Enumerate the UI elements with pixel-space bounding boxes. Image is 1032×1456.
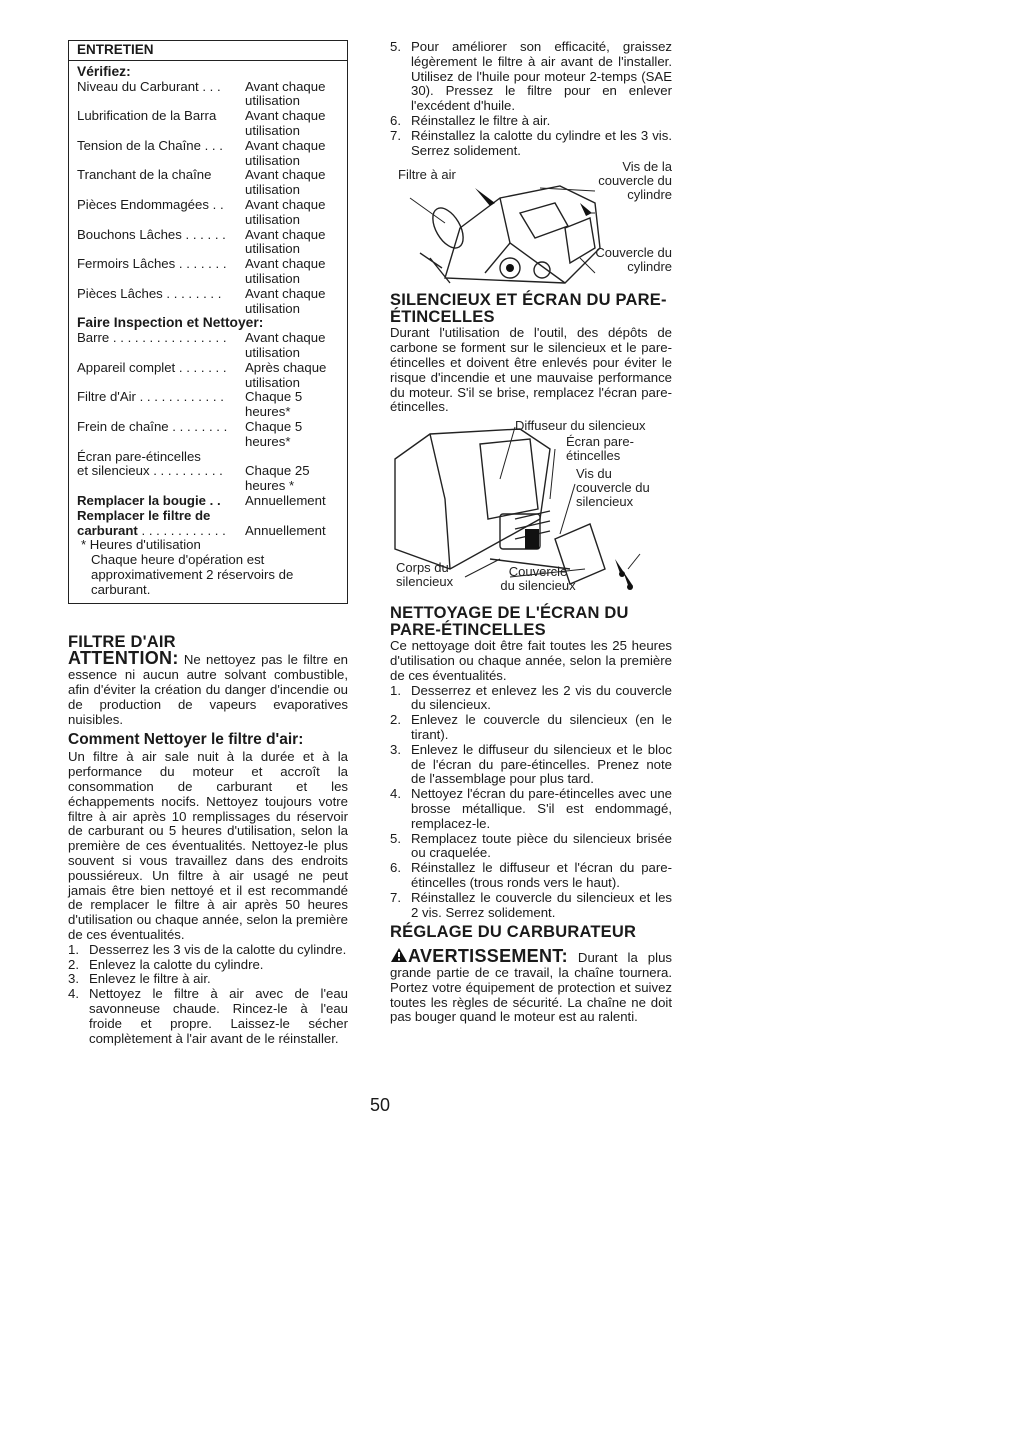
- schedule-row: [77, 257, 339, 272]
- list-item: [390, 114, 672, 129]
- label-muffler-body: Corps du silencieux: [396, 560, 454, 590]
- list-item-text: Enlevez le couvercle du silencieux (en le tirant).: [411, 712, 672, 742]
- schedule-item-value: Avant chaque: [245, 108, 326, 124]
- attention-label: ATTENTION:: [68, 648, 179, 669]
- schedule-item-value-cont: utilisation: [245, 300, 300, 316]
- schedule-item-label: Bouchons Lâches . . . . . .: [77, 227, 226, 242]
- plug-value: Annuellement: [245, 492, 326, 508]
- plug-row: [77, 494, 339, 509]
- footnote-2: Chaque heure d'opération est approximativement 2 réservoirs de carburant.: [91, 552, 294, 597]
- schedule-item-label: Barre . . . . . . . . . . . . . . . .: [77, 331, 227, 346]
- list-item: [390, 743, 672, 787]
- schedule-item-value-cont: utilisation: [245, 344, 300, 360]
- screen-cleaning-intro: Ce nettoyage doit être fait toutes les 25 heures d'utilisation ou chaque année, selon la première de ces éventualités.: [390, 638, 672, 683]
- list-item-text: Nettoyez le filtre à air avec de l'eau savonneuse chaude. Rincez-le à l'eau froide et propre. Laissez-le sécher complètement à l'air avant de le réinstaller.: [89, 986, 348, 1046]
- list-item: [390, 713, 672, 743]
- list-item: [390, 684, 672, 714]
- list-item-number: 4.: [390, 786, 401, 802]
- list-item-number: 2.: [390, 712, 401, 728]
- list-item-text: Réinstallez le diffuseur et l'écran du pare-étincelles (trous ronds vers le haut).: [411, 860, 672, 890]
- warning-label: AVERTISSEMENT:: [408, 946, 568, 967]
- list-item: [390, 787, 672, 831]
- maintenance-title: ENTRETIEN: [69, 41, 347, 61]
- attention-text: Ne nettoyez pas le filtre en essence ni aucun autre solvant combustible, afin d'éviter la création du danger d'incendie ou de production de vapeurs evaporatives nuisibles.: [68, 652, 348, 727]
- schedule-item-value-cont: utilisation: [245, 241, 300, 257]
- label-muffler-screws: Vis du couvercle du silencieux: [576, 466, 650, 510]
- schedule-item-value: Après chaque: [245, 359, 327, 375]
- screen-value-2: heures *: [245, 478, 295, 494]
- list-item-text: Enlevez le filtre à air.: [89, 971, 211, 987]
- list-item-text: Enlevez le diffuseur du silencieux et le bloc de l'écran du pare-étincelles. Prenez note de l'assemblage pour plus tard.: [411, 741, 672, 787]
- list-item-text: Réinstallez le couvercle du silencieux et les 2 vis. Serrez solidement.: [411, 889, 672, 920]
- schedule-item-value-cont: utilisation: [245, 93, 300, 109]
- schedule-item-value-cont: utilisation: [245, 374, 300, 390]
- label-spark-screen: Écran pare-étincelles: [566, 434, 634, 464]
- screen-value: Chaque 25: [245, 463, 310, 479]
- list-item: [390, 861, 672, 891]
- schedule-item-label: Pièces Lâches . . . . . . . .: [77, 286, 222, 301]
- schedule-row: [77, 361, 339, 376]
- label-muffler-cover: Couvercle du silencieux: [500, 564, 576, 594]
- maintenance-body: [69, 61, 347, 604]
- schedule-row: [77, 390, 339, 405]
- list-item-text: Desserrez et enlevez les 2 vis du couvercle du silencieux.: [411, 682, 672, 713]
- list-item-text: Desserrez les 3 vis de la calotte du cylindre.: [89, 941, 347, 957]
- attention-paragraph: [68, 648, 348, 727]
- list-item-text: Enlevez la calotte du cylindre.: [89, 956, 264, 972]
- list-item-number: 4.: [68, 986, 79, 1002]
- left-column: [68, 40, 348, 1046]
- schedule-item-value-cont: utilisation: [245, 182, 300, 198]
- schedule-row: [77, 331, 339, 346]
- maintenance-table: [68, 40, 348, 604]
- air-filter-steps: [68, 943, 348, 1047]
- list-item: [68, 943, 348, 958]
- screen-cleaning-steps: [390, 684, 672, 921]
- list-item-number: 6.: [390, 112, 401, 128]
- list-item-number: 6.: [390, 860, 401, 876]
- schedule-item-label: Frein de chaîne . . . . . . . .: [77, 419, 228, 434]
- label-air-filter: Filtre à air: [398, 167, 456, 183]
- schedule-item-value: Chaque 5: [245, 418, 303, 434]
- schedule-item-label: Pièces Endommagées . .: [77, 197, 224, 212]
- schedule-row: [77, 287, 339, 302]
- schedule-row: [77, 80, 339, 95]
- list-item-text: Nettoyez l'écran du pare-étincelles avec une brosse métallique. S'il est endommagé, remplacez-le.: [411, 786, 672, 831]
- list-item-text: Remplacez toute pièce du silencieux brisée ou craquelée.: [411, 830, 672, 861]
- schedule-item-value: Chaque 5: [245, 389, 303, 405]
- schedule-row: [77, 109, 339, 124]
- schedule-item-label: Appareil complet . . . . . . .: [77, 360, 227, 375]
- filter-row: [77, 524, 339, 539]
- list-item-number: 1.: [390, 682, 401, 698]
- list-item-text: Pour améliorer son efficacité, graissez légèrement le filtre à air avant de l'installer. Utilisez de l'huile pour moteur 2-temps (SAE 30). Pressez le filtre pour en enlever l'excédent d'huile.: [411, 39, 672, 114]
- list-item: [68, 987, 348, 1046]
- list-item-number: 2.: [68, 956, 79, 972]
- schedule-item-value: Avant chaque: [245, 78, 326, 94]
- air-filter-heading: FILTRE D'AIR: [68, 633, 176, 652]
- schedule-item-value-cont: utilisation: [245, 211, 300, 227]
- schedule-item-value: Avant chaque: [245, 196, 326, 212]
- schedule-item-label: Filtre d'Air . . . . . . . . . . . .: [77, 390, 224, 405]
- list-item-number: 5.: [390, 830, 401, 846]
- list-item-number: 7.: [390, 889, 401, 905]
- footnote-1: * Heures d'utilisation: [81, 537, 201, 553]
- list-item-text: Réinstallez le filtre à air.: [411, 112, 551, 128]
- schedule-item-value-cont: utilisation: [245, 122, 300, 138]
- air-filter-body: Un filtre à air sale nuit à la durée et à la performance du moteur et accroît la consommation de carburant et les échappements nocifs. Nettoyez toujours votre filtre à air après 10 remplissages du réservoir de carburant ou 5 heures d'utilisation, selon la première de ces éventualités. Nettoyez-le plus souvent si vous travaillez dans des endroits poussiéreux. Un filtre à air usagé ne peut jamais être bien nettoyé et il est recommandé de remplacer le filtre à air après 50 heures d'utilisation ou chaque année, selon la première de ces éventualités.: [68, 749, 348, 943]
- label-diffuser: Diffuseur du silencieux: [515, 418, 646, 434]
- schedule-item-value-cont: utilisation: [245, 270, 300, 286]
- air-filter-steps-continued: [390, 40, 672, 158]
- list-item: [390, 891, 672, 921]
- label-cylinder-screws: Vis de la couvercle du cylindre: [598, 159, 672, 203]
- muffler-heading: SILENCIEUX ET ÉCRAN DU PARE-ÉTINCELLES: [390, 291, 667, 327]
- schedule-row: [77, 228, 339, 243]
- filter-value: Annuellement: [245, 522, 326, 538]
- plug-label: Remplacer la bougie . .: [77, 493, 221, 508]
- schedule-row: [77, 198, 339, 213]
- schedule-row: [77, 420, 339, 435]
- filter-dots: . . . . . . . . . . . .: [137, 523, 226, 538]
- air-filter-figure: [390, 158, 672, 288]
- list-item-number: 1.: [68, 941, 79, 957]
- schedule-item-value: Avant chaque: [245, 167, 326, 183]
- inspect-rows: [77, 331, 339, 449]
- schedule-item-label: Lubrification de la Barra: [77, 109, 217, 124]
- list-item-text: Réinstallez la calotte du cylindre et les 3 vis. Serrez solidement.: [411, 127, 672, 158]
- list-item: [390, 832, 672, 862]
- schedule-item-value: Avant chaque: [245, 137, 326, 153]
- schedule-item-value-cont: heures*: [245, 404, 291, 420]
- list-item: [390, 129, 672, 159]
- schedule-item-value: Avant chaque: [245, 330, 326, 346]
- list-item: [68, 958, 348, 973]
- schedule-item-label: Tranchant de la chaîne: [77, 168, 212, 183]
- warning-text: Durant la plus grande partie de ce travail, la chaîne tournera. Portez votre équipement de protection et suivez toutes les règles de sécurité. La chaîne ne doit pas bouger quand le moteur est au ralenti.: [390, 950, 672, 1025]
- list-item-number: 3.: [390, 741, 401, 757]
- filter-label-2: carburant: [77, 523, 138, 538]
- inspect-heading: Faire Inspection et Nettoyer:: [77, 315, 264, 331]
- screen-row: [77, 450, 339, 494]
- check-heading: Vérifiez:: [77, 63, 131, 79]
- warning-paragraph: [390, 947, 672, 1025]
- muffler-figure: [390, 419, 672, 597]
- list-item-number: 7.: [390, 127, 401, 143]
- screen-label-1: Écran pare-étincelles: [77, 448, 201, 464]
- list-item: [390, 40, 672, 114]
- schedule-item-value: Avant chaque: [245, 226, 326, 242]
- schedule-item-label: Niveau du Carburant . . .: [77, 79, 221, 94]
- right-column: [390, 40, 672, 1025]
- page-number: 50: [370, 1095, 391, 1115]
- schedule-row: [77, 139, 339, 154]
- carburetor-heading: RÉGLAGE DU CARBURATEUR: [390, 923, 637, 942]
- filter-label-1: Remplacer le filtre de: [77, 507, 211, 523]
- schedule-row: [77, 168, 339, 183]
- schedule-item-label: Tension de la Chaîne . . .: [77, 138, 223, 153]
- schedule-item-value: Avant chaque: [245, 256, 326, 272]
- screen-label-2: et silencieux . . . . . . . . . .: [77, 464, 223, 479]
- screen-cleaning-heading: NETTOYAGE DE L'ÉCRAN DU PARE-ÉTINCELLES: [390, 604, 629, 640]
- schedule-item-label: Fermoirs Lâches . . . . . . .: [77, 257, 227, 272]
- list-item-number: 5.: [390, 39, 401, 54]
- list-item: [68, 972, 348, 987]
- schedule-item-value: Avant chaque: [245, 285, 326, 301]
- label-cylinder-cover: Couvercle du cylindre: [595, 245, 672, 275]
- schedule-item-value-cont: heures*: [245, 433, 291, 449]
- schedule-item-value-cont: utilisation: [245, 152, 300, 168]
- muffler-body: Durant l'utilisation de l'outil, des dépôts de carbone se forment sur le silencieux et le pare-étincelles et doivent être enlevés pour éviter le risque d'incendie et une mauvaise performance du moteur. S'il se brise, remplacez l'écran pare-étincelles.: [390, 325, 672, 415]
- check-rows: [77, 80, 339, 317]
- warning-triangle-icon: [390, 947, 408, 963]
- list-item-number: 3.: [68, 971, 79, 987]
- air-filter-subheading: Comment Nettoyer le filtre d'air:: [68, 731, 304, 749]
